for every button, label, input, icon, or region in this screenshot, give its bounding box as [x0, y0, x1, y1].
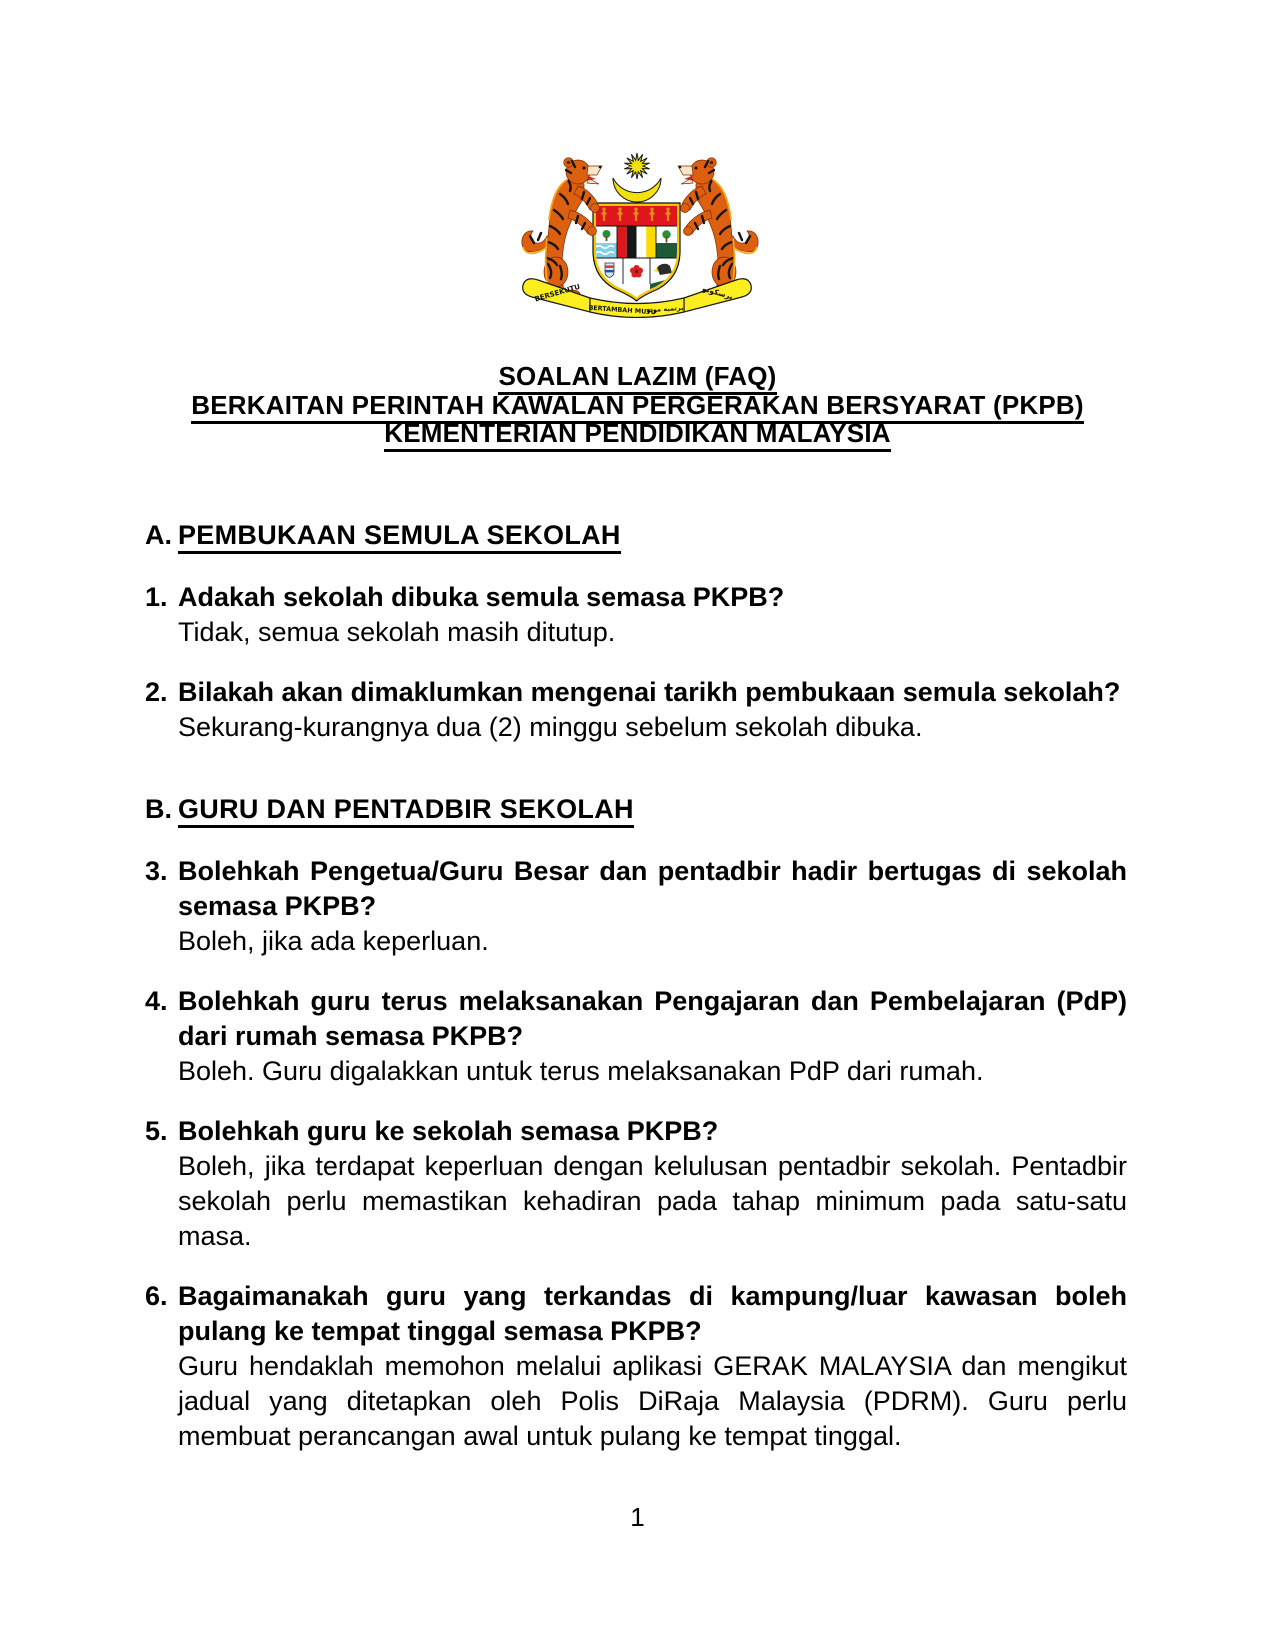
section-heading-b: [145, 792, 1127, 827]
title-line-2: BERKAITAN PERINTAH KAWALAN PERGERAKAN BERSYARAT (PKPB): [0, 391, 1275, 420]
answer-text: Tidak, semua sekolah masih ditutup.: [178, 617, 616, 647]
title-line-1: SOALAN LAZIM (FAQ): [0, 362, 1275, 391]
shield-icon: [593, 203, 680, 301]
question-number: 5.: [145, 1116, 168, 1146]
answer-text: Guru hendaklah memohon melalui aplikasi GERAK MALAYSIA dan mengikut jadual yang ditetapkan oleh Polis DiRaja Malaysia (PDRM). Guru perlu membuat perancangan awal untuk pulang ke tempat tinggal.: [178, 1351, 1127, 1451]
question-text: Adakah sekolah dibuka semula semasa PKPB?: [178, 582, 785, 612]
faq-item-4: [145, 984, 1127, 1089]
question-text: Bolehkah guru ke sekolah semasa PKPB?: [178, 1116, 719, 1146]
question-text: Bolehkah Pengetua/Guru Besar dan pentadbir hadir bertugas di sekolah semasa PKPB?: [178, 856, 1127, 921]
question-text: Bilakah akan dimaklumkan mengenai tarikh pembukaan semula sekolah?: [178, 677, 1121, 707]
faq-item-5: [145, 1114, 1127, 1254]
faq-content: [145, 518, 1127, 1479]
section-heading-a: [145, 518, 1127, 553]
document-title: [0, 362, 1275, 448]
question-number: 6.: [145, 1281, 168, 1311]
section-title: PEMBUKAAN SEMULA SEKOLAH: [178, 518, 1127, 553]
section-title: GURU DAN PENTADBIR SEKOLAH: [178, 792, 1127, 827]
question-text: Bolehkah guru terus melaksanakan Pengajaran dan Pembelajaran (PdP) dari rumah semasa PKPB?: [178, 986, 1127, 1051]
question-text: Bagaimanakah guru yang terkandas di kampung/luar kawasan boleh pulang ke tempat tinggal semasa PKPB?: [178, 1281, 1127, 1346]
faq-item-1: [145, 580, 1127, 650]
question-number: 1.: [145, 582, 168, 612]
motto-bersekutu: BERSEKUTU: [533, 282, 581, 304]
question-number: 2.: [145, 677, 168, 707]
malaysia-coat-of-arms: [518, 146, 762, 318]
coat-of-arms-graphic: [518, 146, 762, 318]
question-number: 3.: [145, 856, 168, 886]
section-letter: A.: [145, 520, 172, 550]
motto-bertambah-mutu: BERTAMBAH MUTU: [587, 303, 656, 317]
section-letter: B.: [145, 794, 172, 824]
faq-item-6: [145, 1279, 1127, 1454]
answer-text: Sekurang-kurangnya dua (2) minggu sebelum sekolah dibuka.: [178, 712, 923, 742]
faq-item-3: [145, 854, 1127, 959]
answer-text: Boleh, jika ada keperluan.: [178, 926, 489, 956]
answer-text: Boleh. Guru digalakkan untuk terus melaksanakan PdP dari rumah.: [178, 1056, 984, 1086]
star-crescent-icon: [613, 153, 661, 202]
faq-item-2: [145, 675, 1127, 745]
title-line-3: KEMENTERIAN PENDIDIKAN MALAYSIA: [0, 419, 1275, 448]
motto-jawi-right: برسکوتو: [700, 283, 734, 302]
question-number: 4.: [145, 986, 168, 1016]
page-number: 1: [630, 1502, 645, 1532]
answer-text: Boleh, jika terdapat keperluan dengan kelulusan pentadbir sekolah. Pentadbir sekolah perlu memastikan kehadiran pada tahap minimum pada satu-satu masa.: [178, 1151, 1127, 1251]
motto-jawi-center: برتمبه موتو: [645, 303, 684, 315]
